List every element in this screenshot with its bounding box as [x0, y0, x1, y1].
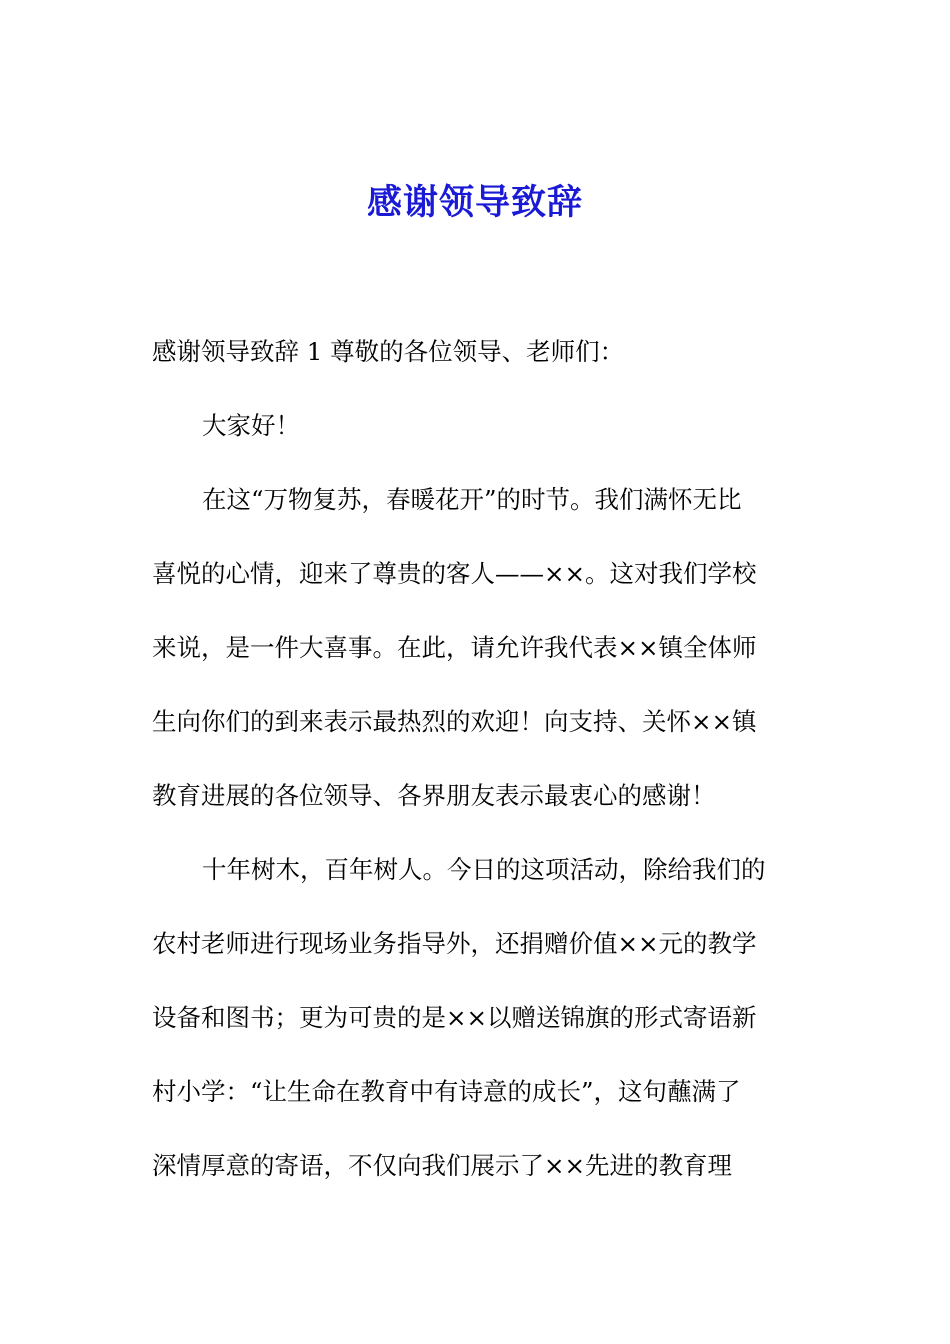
- paragraph-line: 教育进展的各位领导、各界朋友表示最衷心的感谢！: [152, 781, 716, 810]
- paragraph-line: 农村老师进行现场业务指导外，还捐赠价值××元的教学: [152, 929, 757, 958]
- paragraph-line: 在这“万物复苏，春暖花开”的时节。我们满怀无比: [202, 485, 742, 514]
- paragraph-line: 生向你们的到来表示最热烈的欢迎！向支持、关怀××镇: [152, 707, 757, 736]
- paragraph-line: 喜悦的心情，迎来了尊贵的客人——××。这对我们学校: [152, 559, 757, 588]
- salutation-line: 感谢领导致辞 1 尊敬的各位领导、老师们：: [152, 337, 625, 366]
- greeting-line: 大家好！: [202, 411, 300, 440]
- paragraph-line: 村小学：“让生命在教育中有诗意的成长”，这句蘸满了: [152, 1077, 741, 1106]
- paragraph-line: 设备和图书；更为可贵的是××以赠送锦旗的形式寄语新: [152, 1003, 757, 1032]
- paragraph-line: 深情厚意的寄语，不仅向我们展示了××先进的教育理: [152, 1151, 733, 1180]
- paragraph-line: 十年树木，百年树人。今日的这项活动，除给我们的: [202, 855, 766, 884]
- document-title: 感谢领导致辞: [366, 182, 583, 223]
- paragraph-line: 来说，是一件大喜事。在此，请允许我代表××镇全体师: [152, 633, 757, 662]
